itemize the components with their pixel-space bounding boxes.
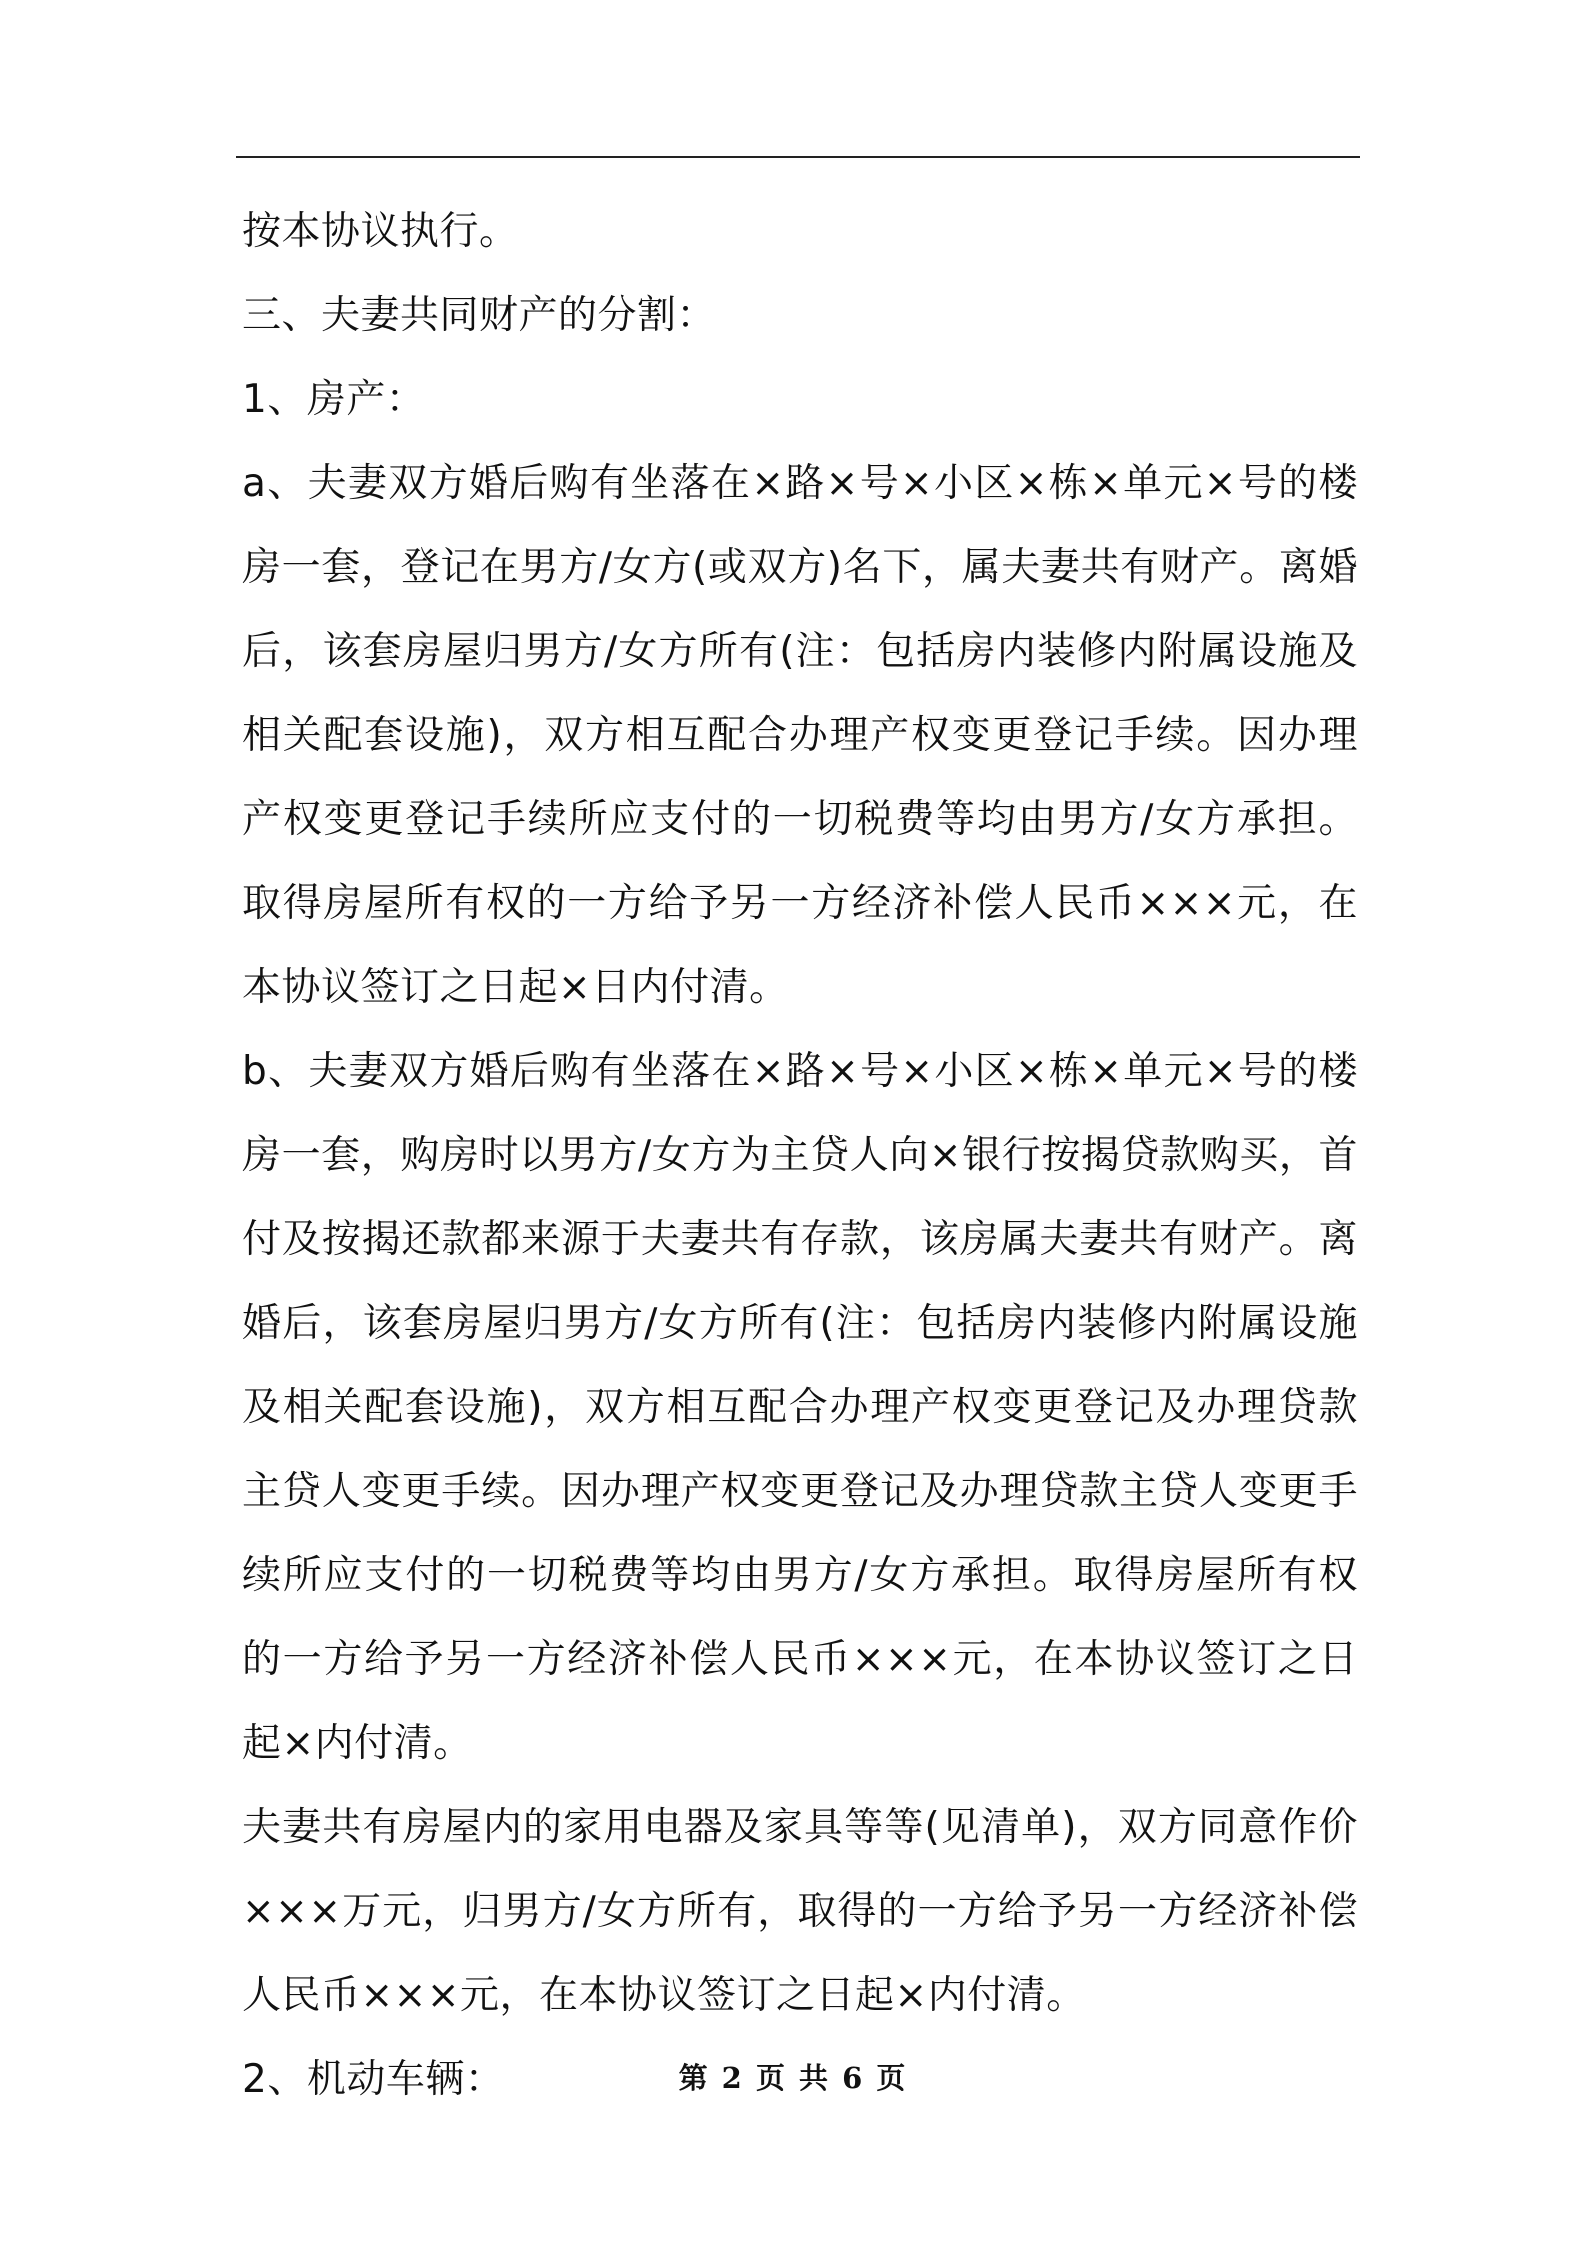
- section-heading-property-division: 三、夫妻共同财产的分割：: [242, 293, 717, 338]
- subsection-heading-real-estate: 1、房产：: [242, 377, 426, 422]
- paragraph-continuation: 按本协议执行。: [242, 209, 519, 254]
- clause-a: a、夫妻双方婚后购有坐落在×路×号×小区×栋×单元×号的楼房一套，登记在男方/女方(或双方)名下，属夫妻共有财产。离婚后，该套房屋归男方/女方所有(注：包括房内装修内附属设施及相关配套设施)，双方相互配合办理产权变更登记手续。因办理产权变更登记手续所应支付的一切税费等均由男方/女方承担。取得房屋所有权的一方给予另一方经济补偿人民币×××元，在本协议签订之日起×日内付清。: [242, 461, 1358, 1010]
- clause-furniture-appliances: 夫妻共有房屋内的家用电器及家具等等(见清单)，双方同意作价×××万元，归男方/女方所有，取得的一方给予另一方经济补偿人民币×××元，在本协议签订之日起×内付清。: [242, 1805, 1358, 2018]
- subsection-heading-vehicles: 2、机动车辆：: [242, 2057, 505, 2102]
- header-rule: [236, 156, 1360, 158]
- clause-b: b、夫妻双方婚后购有坐落在×路×号×小区×栋×单元×号的楼房一套，购房时以男方/女方为主贷人向×银行按揭贷款购买，首付及按揭还款都来源于夫妻共有存款，该房属夫妻共有财产。离婚后，该套房屋归男方/女方所有(注：包括房内装修内附属设施及相关配套设施)，双方相互配合办理产权变更登记及办理贷款主贷人变更手续。因办理产权变更登记及办理贷款主贷人变更手续所应支付的一切税费等均由男方/女方承担。取得房屋所有权的一方给予另一方经济补偿人民币×××元，在本协议签订之日起×内付清。: [242, 1049, 1358, 1766]
- page-number-footer: 第 2 页 共 6 页: [678, 2061, 908, 2095]
- document-body: [242, 190, 1358, 2122]
